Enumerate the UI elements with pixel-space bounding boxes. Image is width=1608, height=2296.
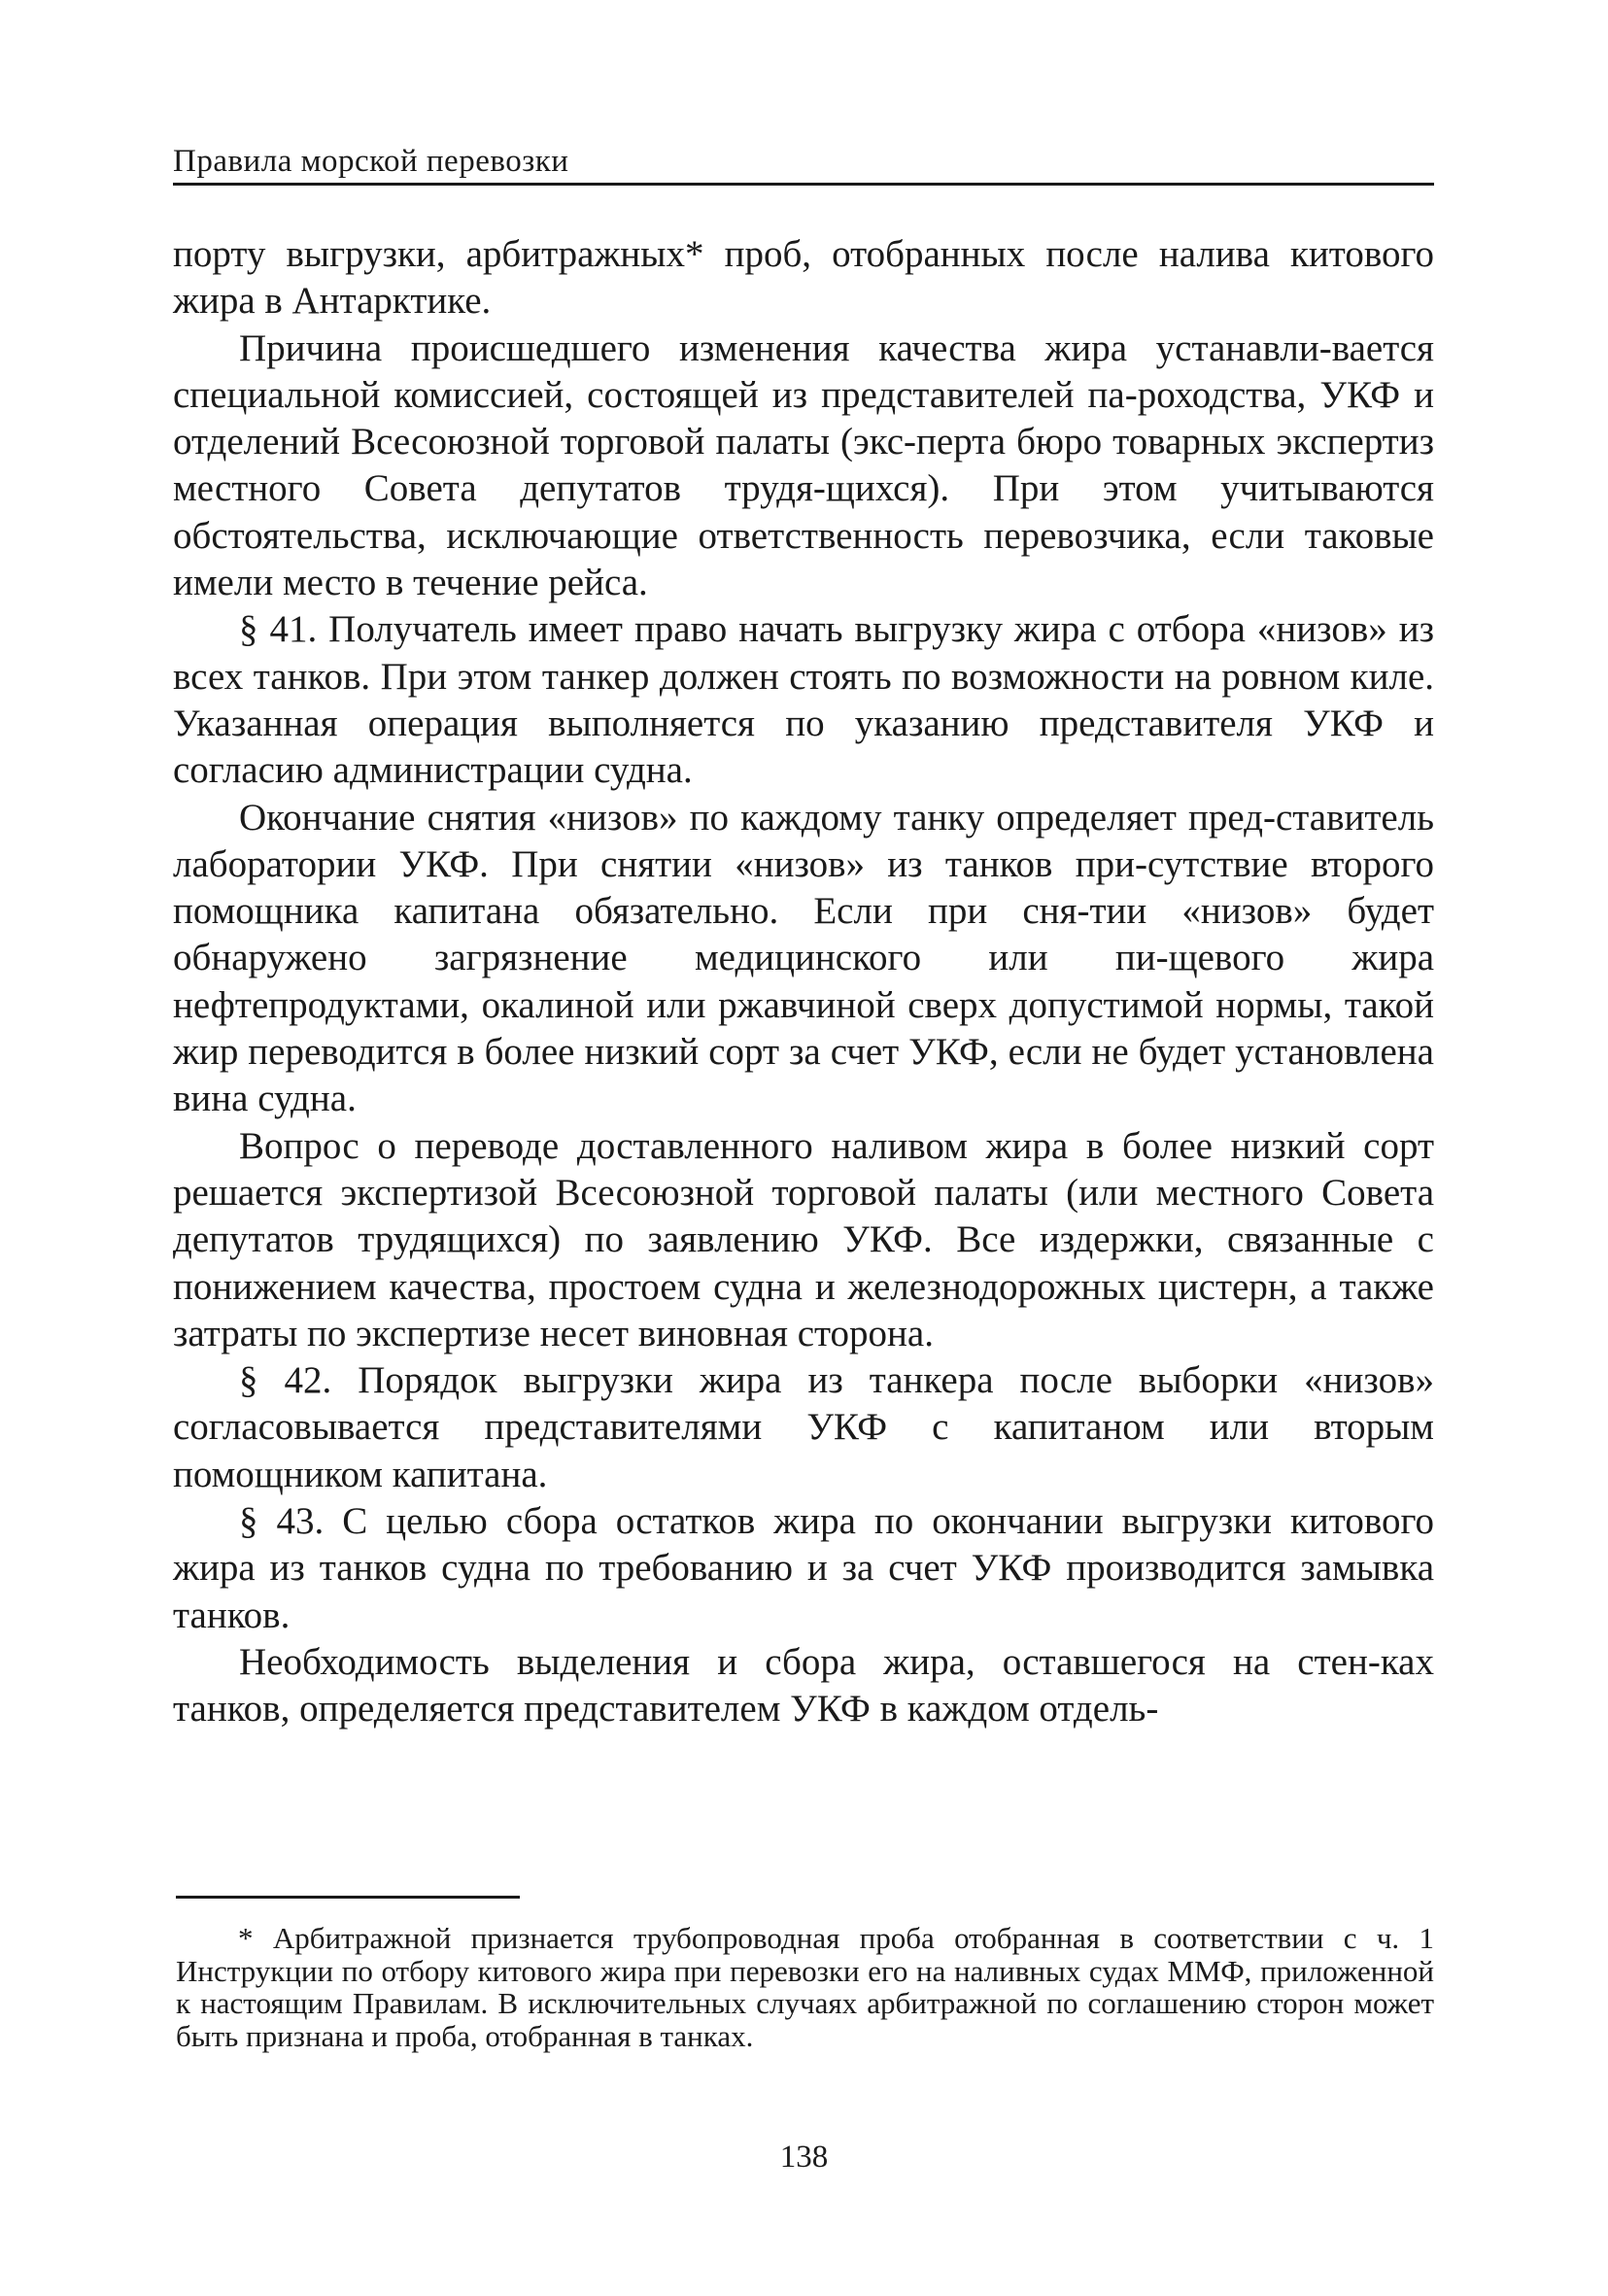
footnote: * Арбитражной признается трубопроводная проба отобранная в соответствии с ч. 1 Инструкции по отбору китового жира при перевозки его на наливных судах ММФ, приложенной к настоящим Правилам. В исключительных случаях арбитражной по соглашению сторон может быть признана и проба, отобранная в танках. <box>176 1921 1434 2053</box>
paragraph: Вопрос о переводе доставленного наливом жира в более низкий сорт решается экспертизой Всесоюзной торговой палаты (или местного Совета депутатов трудящихся) по заявлению УКФ. Все издержки, связанные с понижением качества, простоем судна и железнодорожных цистерн, а также затраты по экспертизе несет виновная сторона. <box>173 1124 1434 1354</box>
body-text <box>173 231 1434 1733</box>
footnote-rule <box>176 1896 520 1899</box>
paragraph: Необходимость выделения и сбора жира, оставшегося на стен-ках танков, определяется представителем УКФ в каждом отдель- <box>173 1640 1434 1731</box>
paragraph: Окончание снятия «низов» по каждому танку определяет пред-ставитель лаборатории УКФ. При снятии «низов» из танков при-сутствие второго помощника капитана обязательно. Если при сня-тии «низов» будет обнаружено загрязнение медицинского или пи-щевого жира нефтепродуктами, окалиной или ржавчиной сверх допустимой нормы, такой жир переводится в более низкий сорт за счет УКФ, если не будет установлена вина судна. <box>173 796 1434 1120</box>
paragraph: Причина происшедшего изменения качества жира устанавли-вается специальной комиссией, состоящей из представителей па-роходства, УКФ и отделений Всесоюзной торговой палаты (экс-перта бюро товарных экспертиз местного Совета депутатов трудя-щихся). При этом учитываются обстоятельства, исключающие ответственность перевозчика, если таковые имели место в течение рейса. <box>173 326 1434 604</box>
page-number: 138 <box>779 2140 829 2175</box>
paragraph-continuation: порту выгрузки, арбитражных* проб, отобранных после налива китового жира в Антарктике. <box>173 233 1434 323</box>
header-rule <box>173 183 1434 186</box>
running-head: Правила морской перевозки <box>173 144 569 179</box>
section-43: § 43. С целью сбора остатков жира по окончании выгрузки китового жира из танков судна по требованию и за счет УКФ производится замывка танков. <box>173 1500 1434 1636</box>
section-42: § 42. Порядок выгрузки жира из танкера после выборки «низов» согласовывается представителями УКФ с капитаном или вторым помощником капитана. <box>173 1359 1434 1495</box>
section-41: § 41. Получатель имеет право начать выгрузку жира с отбора «низов» из всех танков. При этом танкер должен стоять по возможности на ровном киле. Указанная операция выполняется по указанию представителя УКФ и согласию администрации судна. <box>173 608 1434 792</box>
